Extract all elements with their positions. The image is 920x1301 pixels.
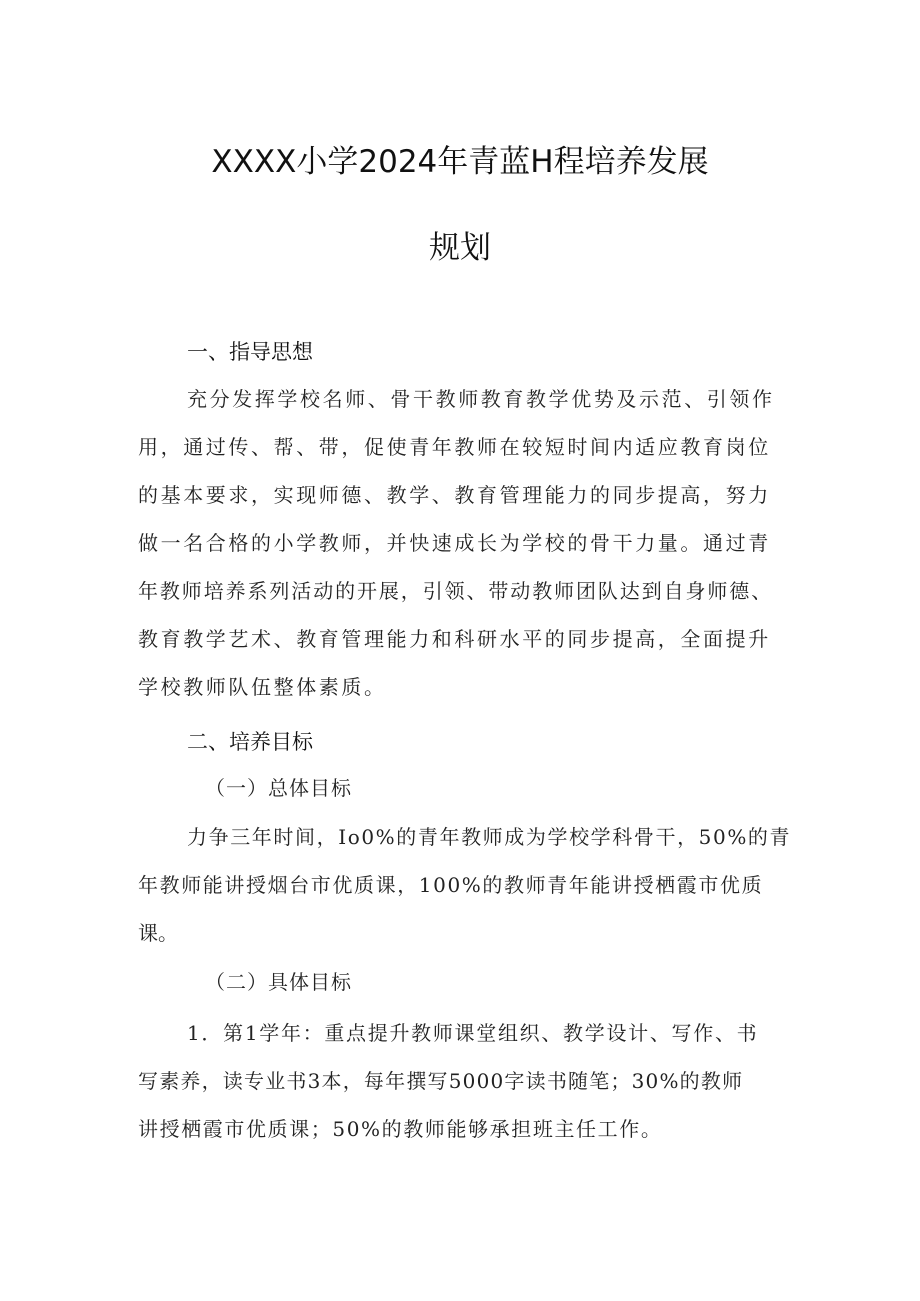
paragraph-specific-goals	[138, 1009, 798, 1153]
section-heading-guiding-ideology: 一、指导思想	[187, 340, 313, 364]
paragraph-line: 1．第1学年：重点提升教师课堂组织、教学设计、写作、书	[187, 1021, 759, 1045]
paragraph-line: 学校教师队伍整体素质。	[138, 675, 387, 699]
section-paragraph-guiding-ideology	[138, 375, 798, 711]
paragraph-line: 用，通过传、帮、带，促使青年教师在较短时间内适应教育岗位	[138, 435, 771, 459]
paragraph-line: 做一名合格的小学教师，并快速成长为学校的骨干力量。通过青	[138, 531, 771, 555]
paragraph-line: 充分发挥学校名师、骨干教师教育教学优势及示范、引领作	[187, 387, 775, 411]
paragraph-line: 讲授栖霞市优质课；50%的教师能够承担班主任工作。	[138, 1117, 663, 1141]
paragraph-line: 年教师能讲授烟台市优质课，100%的教师青年能讲授栖霞市优质	[138, 873, 764, 897]
paragraph-line: 课。	[138, 921, 178, 945]
paragraph-line: 年教师培养系列活动的开展，引领、带动教师团队达到自身师德、	[138, 579, 774, 603]
subheading-overall-goal: （一）总体目标	[205, 776, 352, 800]
subheading-specific-goals: （二）具体目标	[205, 970, 352, 994]
paragraph-line: 写素养，读专业书3本，每年撰写5000字读书随笔；30%的教师	[138, 1069, 744, 1093]
section-heading-training-goals: 二、培养目标	[187, 730, 313, 754]
paragraph-line: 力争三年时间，Io0%的青年教师成为学校学科骨干，50%的青	[187, 825, 792, 849]
document-title-line-2: 规划	[429, 230, 491, 266]
document-title-line-1: XXXX小学2024年青蓝H程培养发展	[211, 144, 709, 180]
paragraph-overall-goal	[138, 813, 798, 957]
paragraph-line: 的基本要求，实现师德、教学、教育管理能力的同步提高，努力	[138, 483, 771, 507]
paragraph-line: 教育教学艺术、教育管理能力和科研水平的同步提高，全面提升	[138, 627, 771, 651]
